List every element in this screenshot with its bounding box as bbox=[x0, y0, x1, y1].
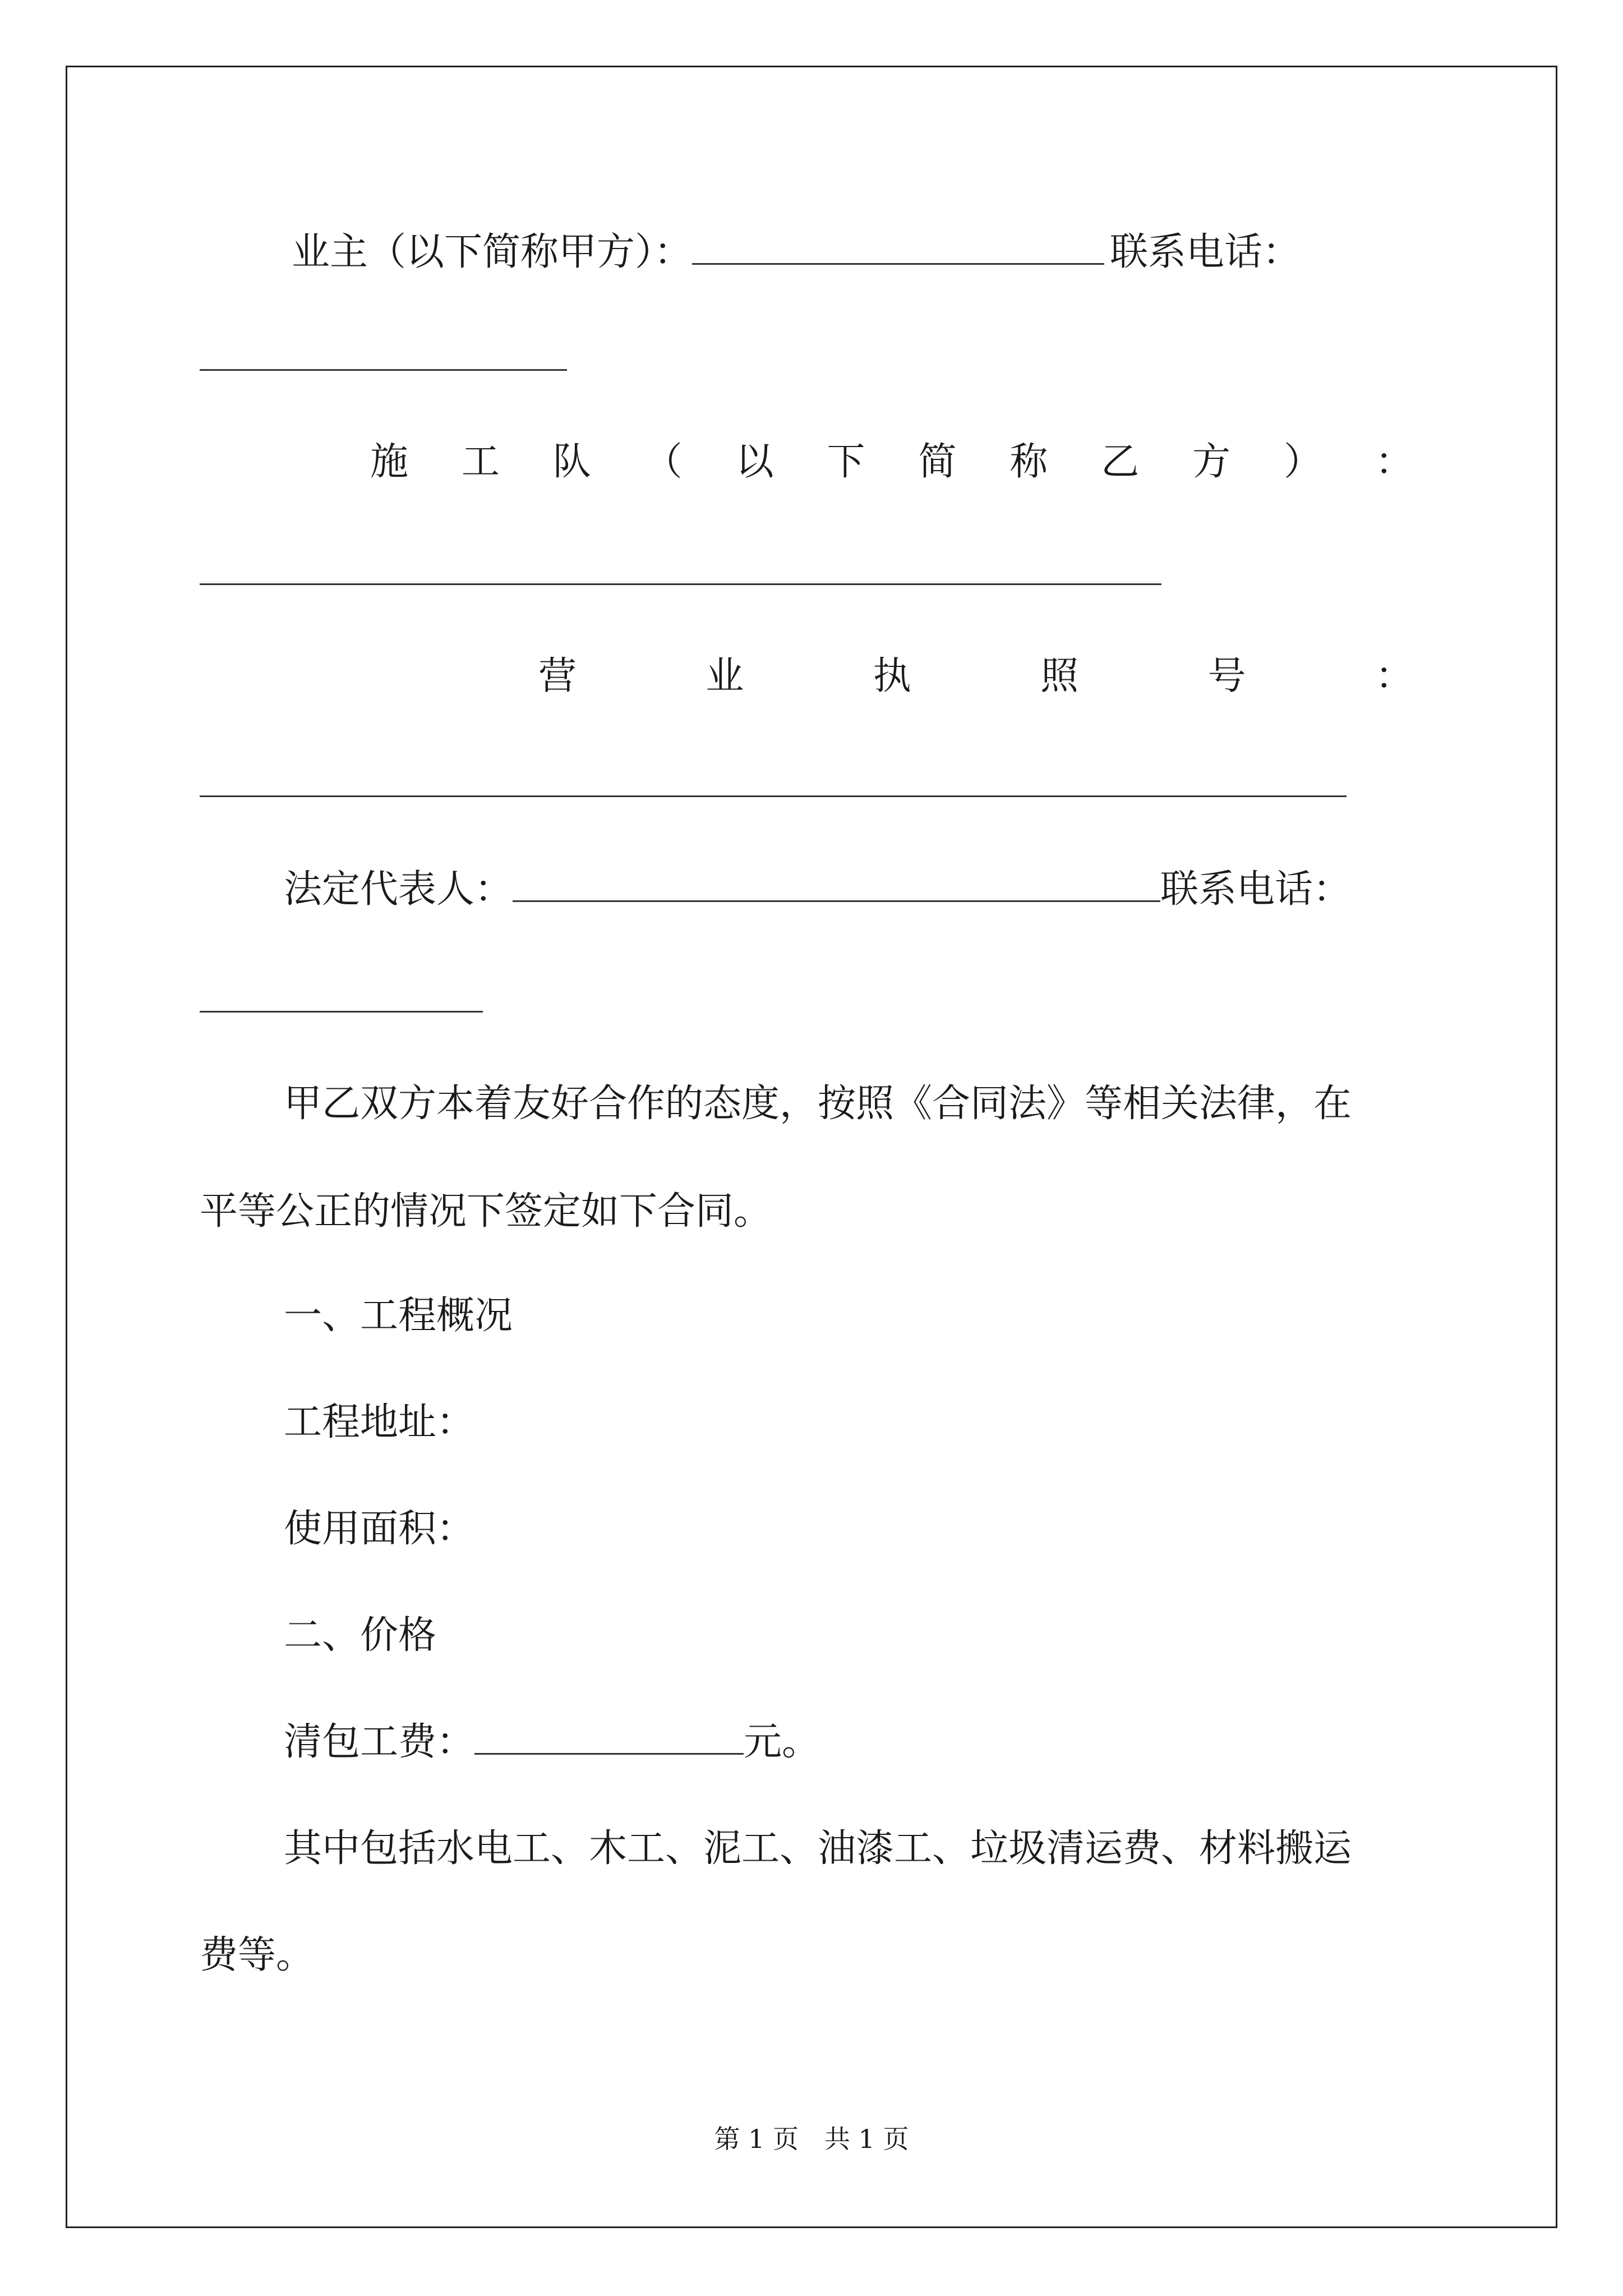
legal-rep-row bbox=[284, 867, 1352, 912]
legal-rep-name-field[interactable] bbox=[513, 900, 1160, 902]
party-a-phone-field[interactable] bbox=[200, 369, 567, 371]
party-b-char: ） bbox=[1284, 440, 1322, 484]
party-b-char: 乙 bbox=[1101, 440, 1140, 484]
license-row bbox=[538, 654, 1413, 698]
party-a-name-field[interactable] bbox=[692, 263, 1104, 265]
license-char: 执 bbox=[873, 654, 911, 698]
legal-rep-phone-field[interactable] bbox=[200, 1011, 483, 1013]
party-b-char: 下 bbox=[827, 440, 865, 484]
party-b-char: 队 bbox=[552, 440, 591, 484]
legal-rep-phone-label: 联系电话： bbox=[1160, 867, 1352, 912]
license-char: 业 bbox=[706, 654, 744, 698]
party-b-char: 简 bbox=[918, 440, 957, 484]
fee-row bbox=[284, 1720, 820, 1764]
legal-rep-label: 法定代表人： bbox=[284, 867, 513, 912]
includes-line-1: 其中包括水电工、木工、泥工、油漆工、垃圾清运费、材料搬运 bbox=[284, 1826, 1352, 1871]
page-border bbox=[66, 66, 1557, 2228]
license-char: 照 bbox=[1040, 654, 1079, 698]
party-b-char: 称 bbox=[1009, 440, 1048, 484]
section-1-title: 一、工程概况 bbox=[284, 1294, 513, 1338]
license-char: 营 bbox=[538, 654, 577, 698]
party-b-char: 以 bbox=[735, 440, 774, 484]
party-b-char: 工 bbox=[461, 440, 500, 484]
license-char: ： bbox=[1375, 654, 1413, 698]
party-a-phone-label: 联系电话： bbox=[1110, 230, 1301, 274]
area-label: 使用面积： bbox=[284, 1507, 475, 1551]
page-number: 第 1 页 共 1 页 bbox=[714, 2124, 909, 2154]
section-2-title: 二、价格 bbox=[284, 1613, 437, 1658]
party-b-row bbox=[370, 440, 1413, 484]
fee-label: 清包工费： bbox=[284, 1720, 475, 1764]
party-b-name-field[interactable] bbox=[200, 583, 1161, 585]
license-char: 号 bbox=[1207, 654, 1246, 698]
party-a-label: 业主（以下简称甲方）： bbox=[292, 230, 693, 274]
intro-line-2: 平等公正的情况下签定如下合同。 bbox=[200, 1189, 772, 1234]
party-b-char: 施 bbox=[370, 440, 409, 484]
party-b-char: （ bbox=[644, 440, 683, 484]
address-label: 工程地址： bbox=[284, 1400, 475, 1444]
party-a-row bbox=[292, 230, 1301, 274]
fee-unit: 元。 bbox=[744, 1720, 820, 1764]
includes-line-2: 费等。 bbox=[200, 1933, 315, 1977]
fee-amount-field[interactable] bbox=[474, 1753, 744, 1755]
party-b-char: ： bbox=[1375, 440, 1413, 484]
intro-line-1: 甲乙双方本着友好合作的态度，按照《合同法》等相关法律，在 bbox=[284, 1082, 1352, 1126]
party-b-char: 方 bbox=[1192, 440, 1231, 484]
license-number-field[interactable] bbox=[200, 795, 1347, 797]
